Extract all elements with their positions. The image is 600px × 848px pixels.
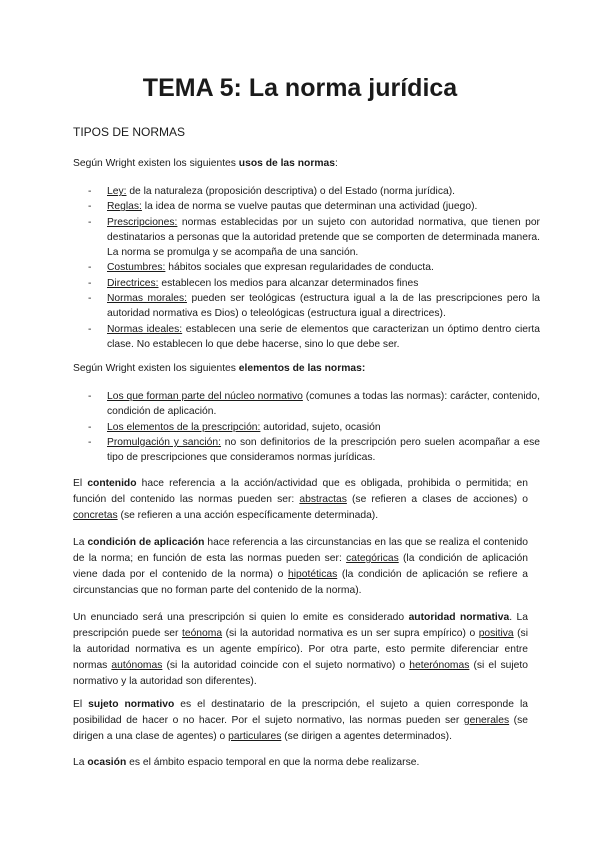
list-item: - Directrices: establecen los medios para alcanzar determinados fines	[88, 277, 419, 289]
elementos-list	[88, 389, 540, 465]
list-item: - Normas morales: pueden ser teológicas (estructura igual a la de las prescripciones pero la autoridad normativa es Dios) o teleológicas (estructura igual a directrices).	[88, 293, 540, 320]
list-item: - Promulgación y sanción: no son definitorios de la prescripción pero suelen acompañar a ese tipo de prescripciones que consideramos normas jurídicas.	[88, 436, 540, 464]
paragraph-condicion: La condición de aplicación hace referencia a las circunstancias en las que se realiza el contenido de la norma; en función de esta las normas pueden ser: categóricas (la condición de aplicación viene dada por el contenido de la norma) o hipotéticas (la condición de aplicación se refiere a circunstancias que no forman parte del contenido de la norma).	[73, 537, 529, 596]
intro-usos: Según Wright existen los siguientes usos de las normas:	[73, 158, 338, 169]
usos-list	[88, 184, 540, 352]
intro-elementos: Según Wright existen los siguientes elementos de las normas:	[73, 363, 366, 374]
paragraph-contenido: El contenido hace referencia a la acción/actividad que es obligada, prohibida o permitida; en función del contenido las normas pueden ser: abstractas (se refieren a clases de acciones) o concretas (se refieren a una acción específicamente determinada).	[73, 478, 529, 521]
list-item: - Normas ideales: establecen una serie de elementos que caracterizan un óptimo dentro cierta clase. No establecen lo que debe hacerse, sino lo que debe ser.	[88, 323, 540, 350]
list-item: - Los elementos de la prescripción: autoridad, sujeto, ocasión	[88, 421, 381, 433]
list-item: - Ley: de la naturaleza (proposición descriptiva) o del Estado (norma jurídica).	[88, 186, 455, 197]
page-title: TEMA 5: La norma jurídica	[142, 74, 458, 102]
section-heading: TIPOS DE NORMAS	[73, 125, 186, 139]
paragraph-autoridad: Un enunciado será una prescripción si quien lo emite es considerado autoridad normativa. La prescripción puede ser teónoma (si la autoridad normativa es un ser supra empírico) o positiva (si la autoridad normativa es un agente empírico). Por otra parte, esto permite diferenciar entre normas autónomas (si la autoridad coincide con el sujeto normativo) o heterónomas (si el sujeto normativo y la autoridad son diferentes).	[73, 612, 528, 687]
paragraph-sujeto: El sujeto normativo es el destinatario de la prescripción, el sujeto a quien corresponde la posibilidad de hacer o no hacer. Por el sujeto normativo, las normas pueden ser generales (se dirigen a una clase de agentes) o particulares (se dirigen a agentes determinados).	[73, 699, 528, 742]
paragraph-ocasion: La ocasión es el ámbito espacio temporal en que la norma debe realizarse.	[73, 757, 420, 768]
list-item: - Prescripciones: normas establecidas por un sujeto con autoridad normativa, que tienen por destinatarios a personas que la autoridad pretende que se comporten de determinada manera. La norma se promulga y se acompaña de una sanción.	[88, 216, 540, 259]
list-item: - Reglas: la idea de norma se vuelve pautas que determinan una actividad (juego).	[88, 201, 478, 213]
list-item: - Costumbres: hábitos sociales que expresan regularidades de conducta.	[88, 262, 434, 274]
list-item: - Los que forman parte del núcleo normativo (comunes a todas las normas): carácter, contenido, condición de aplicación.	[88, 391, 540, 418]
